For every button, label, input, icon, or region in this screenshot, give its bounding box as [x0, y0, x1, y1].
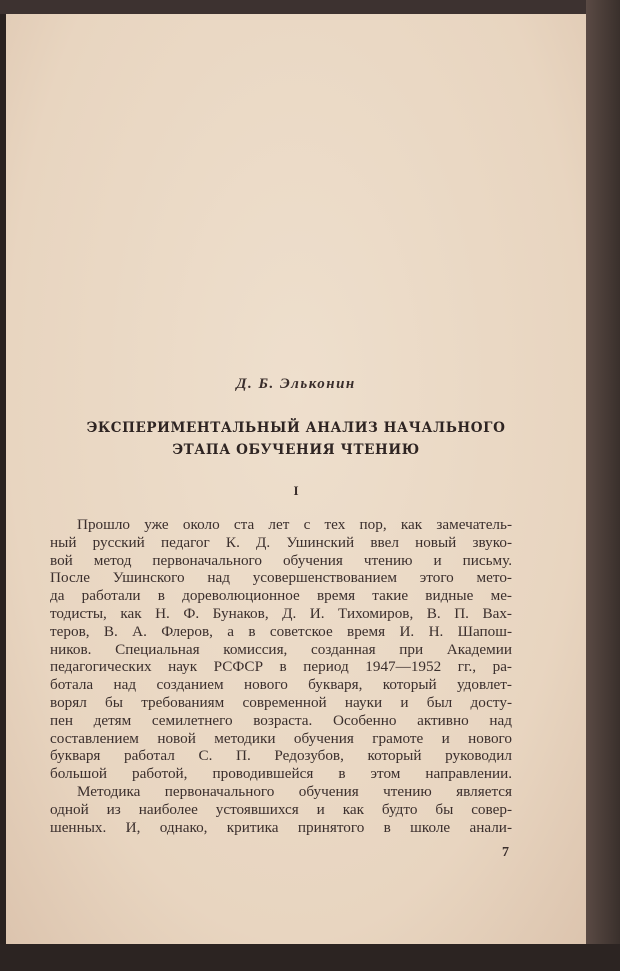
text-line: ников. Специальная комиссия, созданная при Академии [50, 640, 512, 658]
body-text [50, 516, 512, 836]
book-page [6, 14, 586, 944]
text-line: шенных. И, однако, критика принятого в школе анали- [50, 818, 512, 836]
scan-border-bottom [0, 944, 620, 971]
article-title-line-1: ЭКСПЕРИМЕНТАЛЬНЫЙ АНАЛИЗ НАЧАЛЬНОГО [86, 420, 506, 436]
section-number: I [293, 483, 299, 498]
text-line: пен детям семилетнего возраста. Особенно активно над [50, 711, 512, 729]
text-line: тодисты, как Н. Ф. Бунаков, Д. И. Тихомиров, В. П. Вах- [50, 604, 512, 622]
scan-border-right [586, 0, 620, 971]
text-line: теров, В. А. Флеров, а в советское время И. Н. Шапош- [50, 622, 512, 640]
text-line: ный русский педагог К. Д. Ушинский ввел новый звуко- [50, 533, 512, 551]
text-line: Методика первоначального обучения чтению является [77, 782, 512, 800]
text-line: ворял бы требованиям современной науки и был досту- [50, 693, 512, 711]
text-line: составлением новой методики обучения грамоте и нового [50, 729, 512, 747]
text-line: ботала над созданием нового букваря, который удовлет- [50, 676, 512, 694]
text-line: да работали в дореволюционное время такие видные ме- [50, 587, 512, 605]
page-number: 7 [502, 845, 509, 860]
text-line: вой метод первоначального обучения чтению и письму. [50, 551, 512, 569]
text-line: педагогических наук РСФСР в период 1947—1952 гг., ра- [50, 658, 512, 676]
scan-border-top [0, 0, 620, 14]
text-line: большой работой, проводившейся в этом направлении. [50, 765, 512, 783]
author-name: Д. Б. Эльконин [236, 376, 356, 392]
text-line: букваря работал С. П. Редозубов, который руководил [50, 747, 512, 765]
text-line: Прошло уже около ста лет с тех пор, как замечатель- [77, 516, 512, 533]
text-line: одной из наиболее устоявшихся и как будто бы совер- [50, 800, 512, 818]
text-line: После Ушинского над усовершенствованием этого мето- [50, 569, 512, 587]
article-title-line-2: ЭТАПА ОБУЧЕНИЯ ЧТЕНИЮ [172, 442, 420, 458]
